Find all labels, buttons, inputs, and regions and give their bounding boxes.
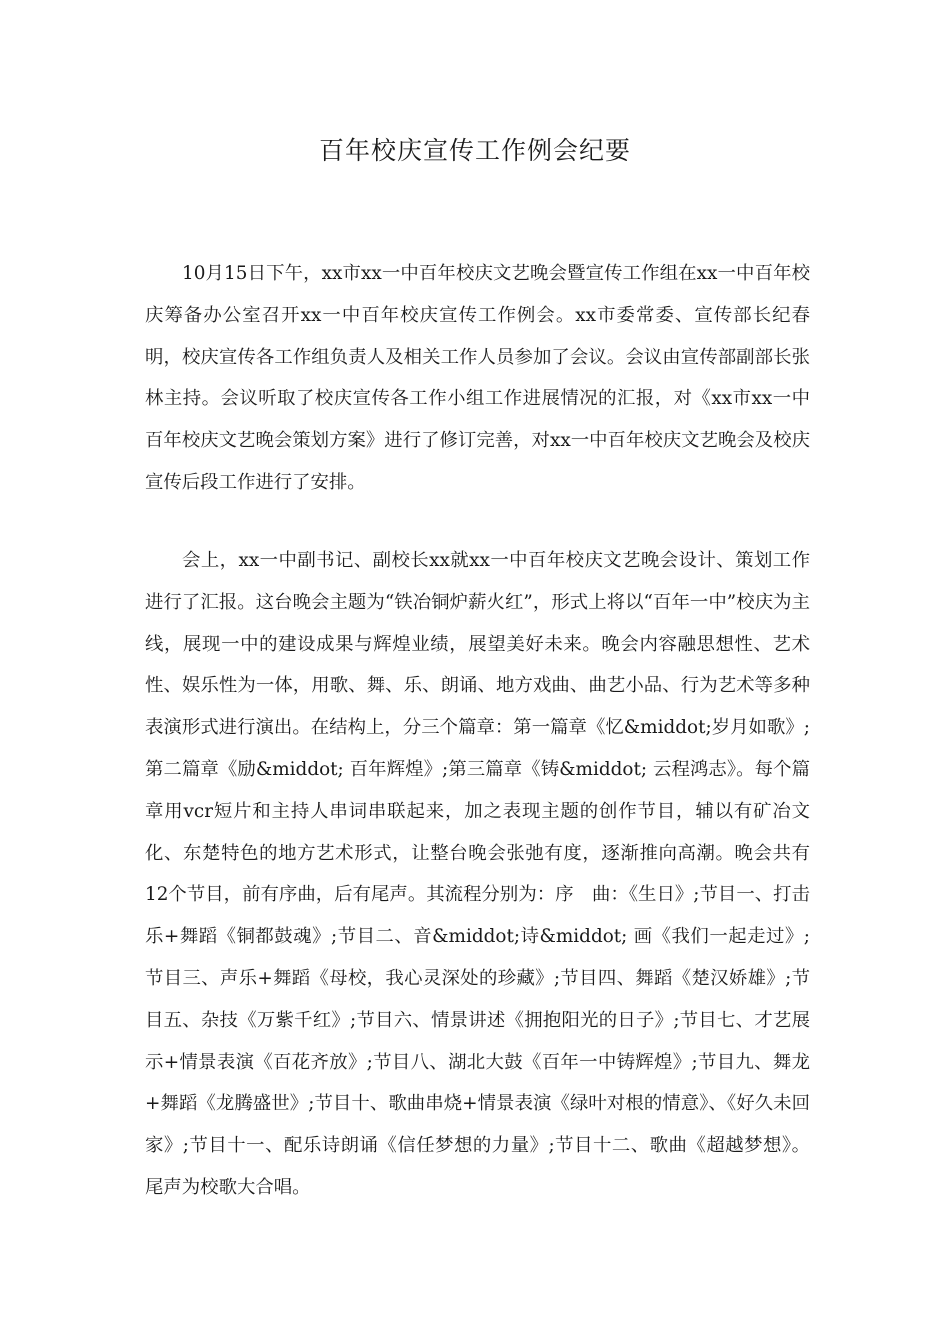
paragraph-meeting-summary: 10月15日下午，xx市xx一中百年校庆文艺晚会暨宣传工作组在xx一中百年校庆筹备办公室召开xx一中百年校庆宣传工作例会。xx市委常委、宣传部长纪春明，校庆宣传各工作组负责人及相关工作人员参加了会议。会议由宣传部副部长张林主持。会议听取了校庆宣传各工作小组工作进展情况的汇报，对《xx市xx一中百年校庆文艺晚会策划方案》进行了修订完善，对xx一中百年校庆文艺晚会及校庆宣传后段工作进行了安排。 [145, 263, 810, 493]
document-title: 百年校庆宣传工作例会纪要 [318, 136, 631, 165]
paragraph-gala-program: 会上，xx一中副书记、副校长xx就xx一中百年校庆文艺晚会设计、策划工作进行了汇报。这台晚会主题为“铁冶铜炉薪火红”，形式上将以“百年一中”校庆为主线，展现一中的建设成果与辉煌业绩，展望美好未来。晚会内容融思想性、艺术性、娱乐性为一体，用歌、舞、乐、朗诵、地方戏曲、曲艺小品、行为艺术等多种表演形式进行演出。在结构上，分三个篇章：第一篇章《忆&middot;岁月如歌》;第二篇章《励&middot; 百年辉煌》;第三篇章《铸&middot; 云程鸿志》。每个篇章用vcr短片和主持人串词串联起来，加之表现主题的创作节目，辅以有矿冶文化、东楚特色的地方艺术形式，让整台晚会张弛有度，逐渐推向高潮。晚会共有12个节目，前有序曲，后有尾声。其流程分别为：序 曲：《生日》;节目一、打击乐+舞蹈《铜都鼓魂》;节目二、音&middot;诗&middot; 画《我们一起走过》;节目三、声乐+舞蹈《母校，我心灵深处的珍藏》;节目四、舞蹈《楚汉娇雄》;节目五、杂技《万紫千红》;节目六、情景讲述《拥抱阳光的日子》;节目七、才艺展示+情景表演《百花齐放》;节目八、湖北大鼓《百年一中铸辉煌》;节目九、舞龙+舞蹈《龙腾盛世》;节目十、歌曲串烧+情景表演《绿叶对根的情意》、《好久未回家》;节目十一、配乐诗朗诵《信任梦想的力量》;节目十二、歌曲《超越梦想》。尾声为校歌大合唱。 [145, 550, 810, 1198]
